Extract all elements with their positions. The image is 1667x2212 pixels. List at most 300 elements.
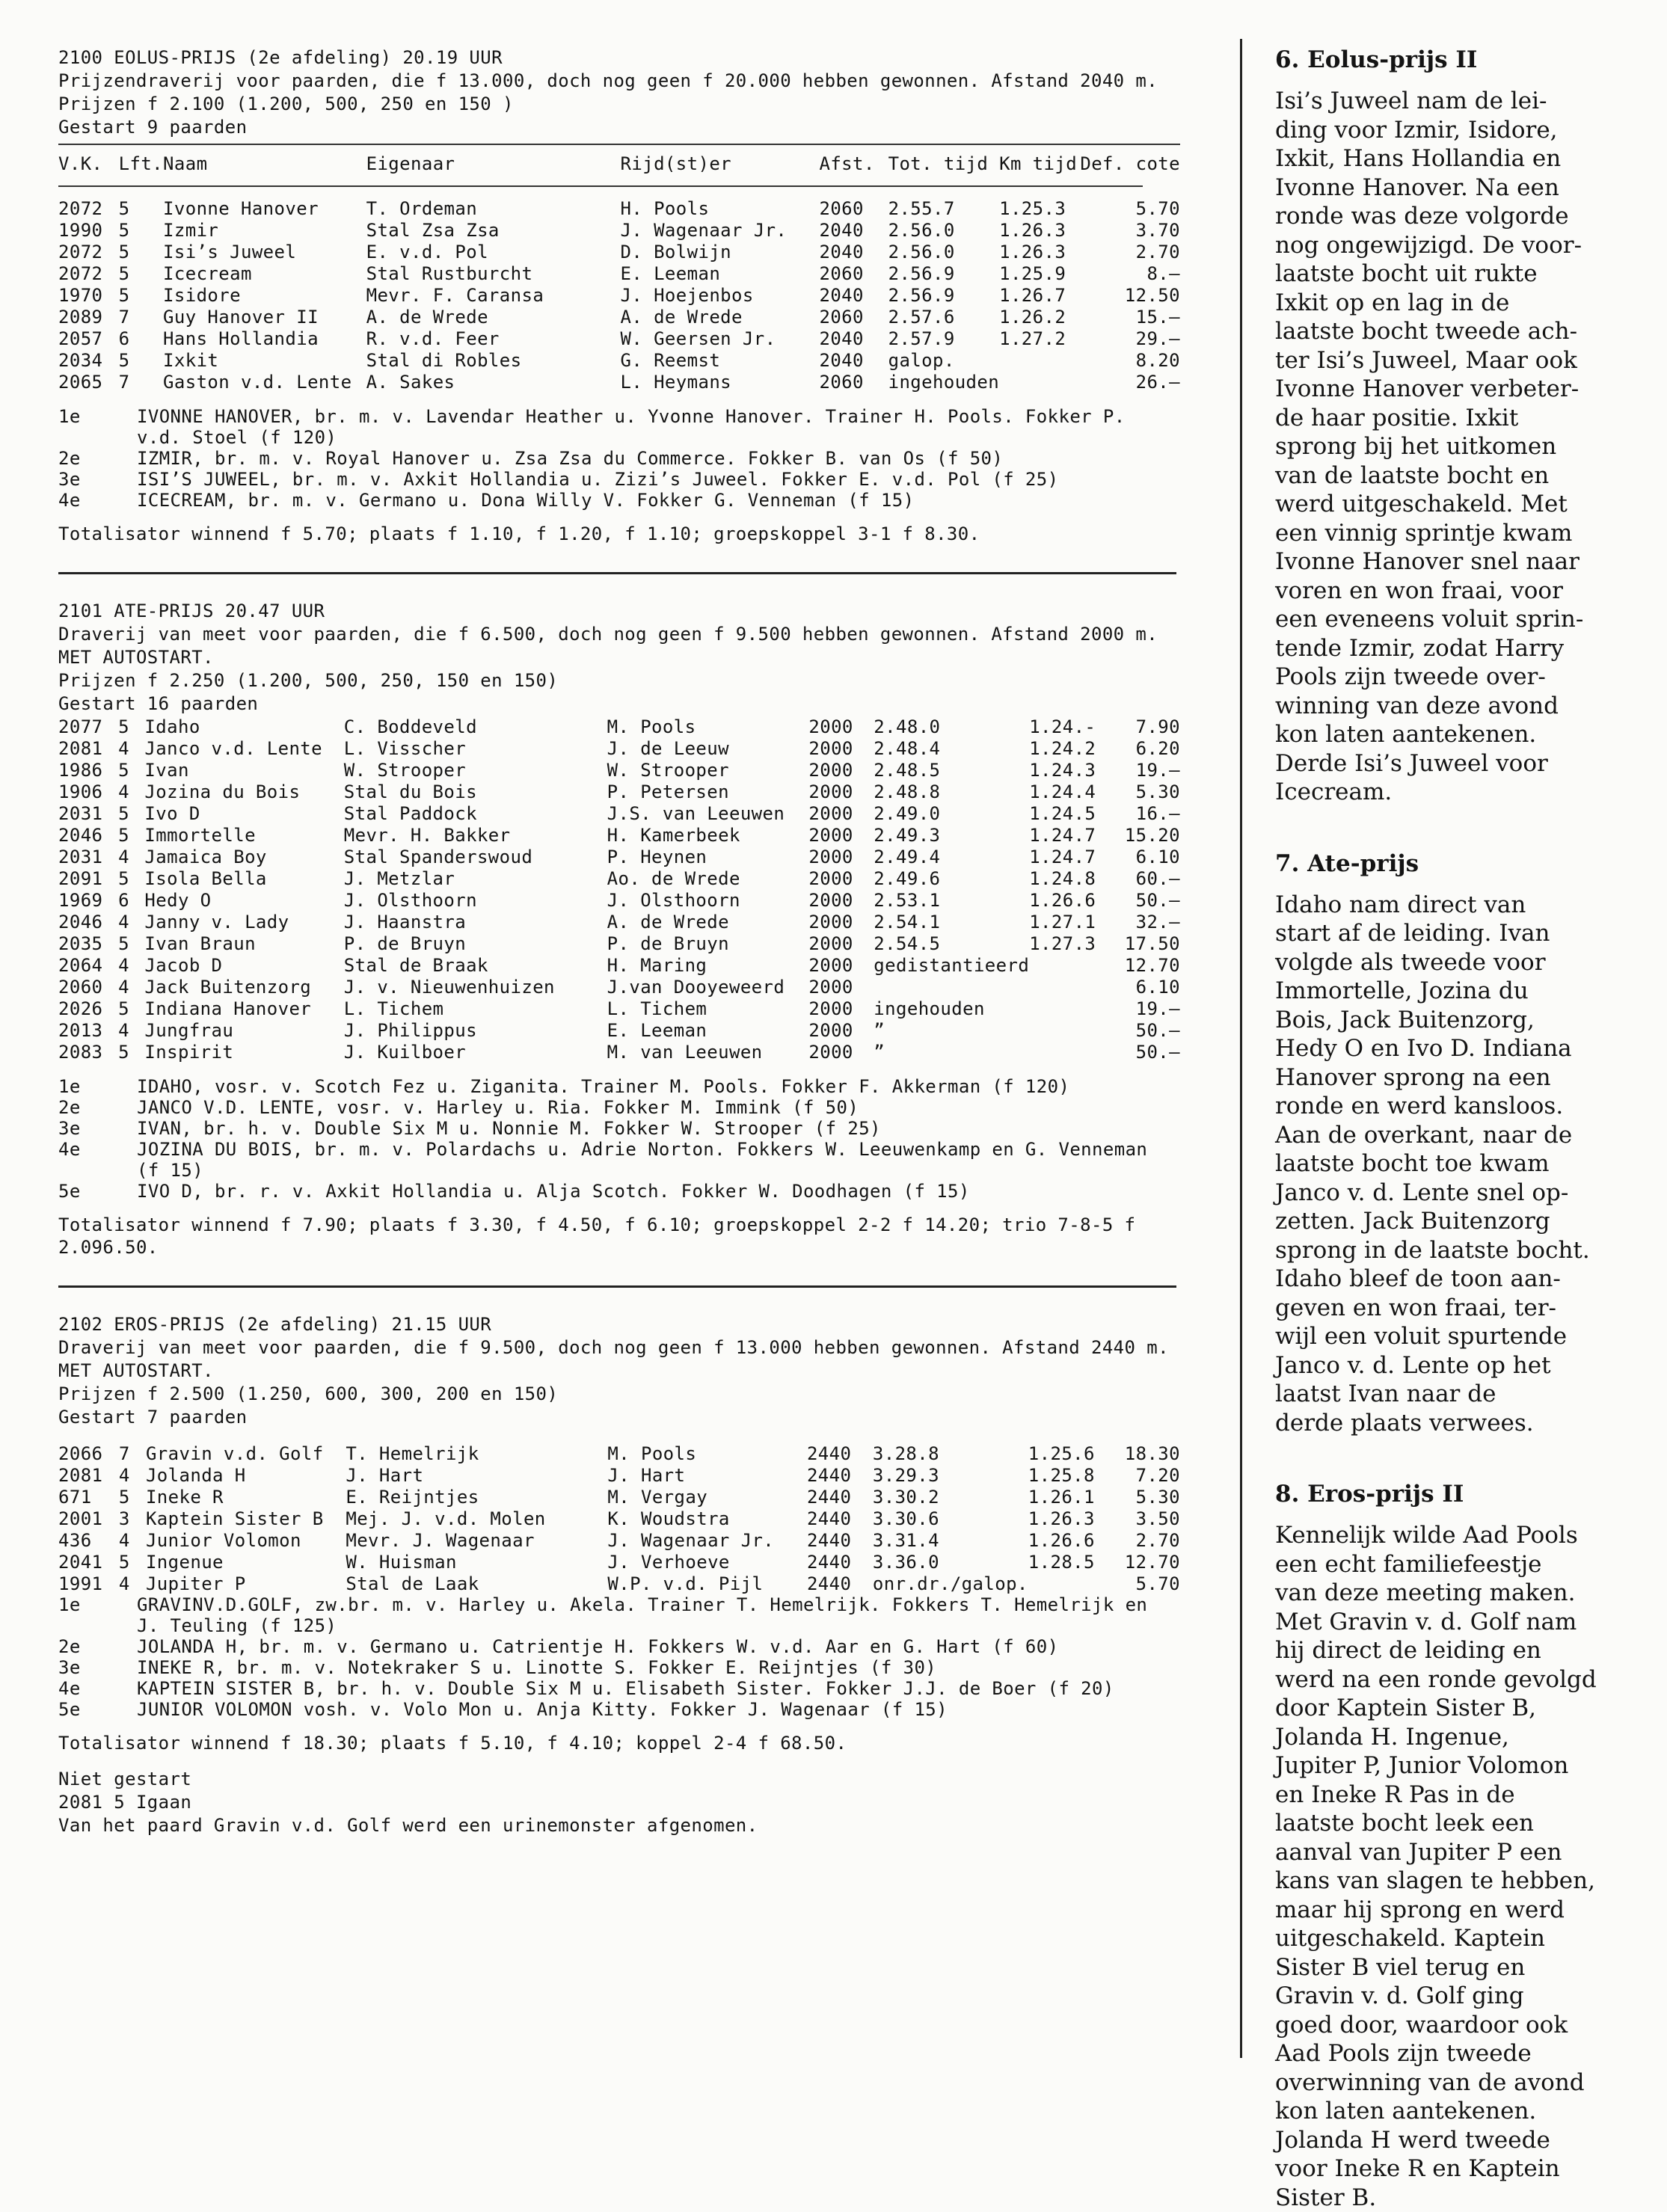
cell-naam: Isi’s Juweel	[163, 242, 297, 262]
cell-eigenaar: Mevr. H. Bakker	[343, 825, 511, 846]
table-row	[58, 933, 1180, 954]
cell-naam: Jolanda H	[145, 1465, 246, 1486]
cell-def-cote: 15.–	[1135, 307, 1180, 328]
cell-km-tijd: 1.26.1	[1028, 1487, 1095, 1508]
placing-position: 4e	[58, 490, 81, 511]
cell-lft: 4	[118, 738, 129, 759]
cell-rijdster: J.S. van Leeuwen	[607, 803, 785, 824]
totalisator: Totalisator winnend f 5.70; plaats f 1.10, f 1.20, f 1.10; groepskoppel 3-1 f 8.30.	[58, 523, 980, 544]
table-row	[58, 911, 1180, 933]
results-table-body	[58, 716, 1180, 1063]
cell-afst: 2000	[808, 760, 853, 781]
cell-afst: 2040	[819, 285, 864, 306]
cell-tot-tijd: 2.54.1	[874, 912, 941, 933]
cell-afst: 2000	[808, 933, 853, 954]
cell-naam: Immortelle	[144, 825, 256, 846]
cell-tot-tijd: 2.57.9	[888, 328, 955, 349]
race-prizes: Prijzen f 2.250 (1.200, 500, 250, 150 en 150)	[58, 670, 559, 691]
placing-text: JANCO V.D. LENTE, vosr. v. Harley u. Ria. Fokker M. Immink (f 50)	[137, 1097, 859, 1118]
table-row	[58, 802, 1180, 824]
cell-def-cote: 5.70	[1135, 198, 1180, 219]
cell-eigenaar: J. Hart	[346, 1465, 424, 1486]
cell-tot-tijd: 2.54.5	[874, 933, 941, 954]
cell-eigenaar: J. v. Nieuwenhuizen	[343, 977, 555, 998]
cell-eigenaar: E. v.d. Pol	[366, 242, 488, 262]
cell-rijdster: Ao. de Wrede	[607, 868, 740, 889]
table-row	[58, 284, 1180, 306]
cell-km-tijd: 1.27.1	[1029, 912, 1096, 933]
cell-tot-tijd: 2.56.0	[888, 220, 955, 241]
cell-lft: 6	[118, 328, 130, 349]
placing-text: ISI’S JUWEEL, br. m. v. Axkit Hollandia u. Zizi’s Juweel. Fokker E. v.d. Pol (f 25)	[137, 469, 1059, 490]
cell-lft: 6	[118, 890, 129, 911]
placing-item	[58, 1594, 1180, 1636]
cell-afst: 2000	[808, 890, 853, 911]
cell-eigenaar: J. Kuilboer	[343, 1042, 467, 1063]
table-row	[58, 1019, 1180, 1041]
cell-tot-tijd: onr.dr./galop.	[872, 1573, 1028, 1594]
cell-rijdster: J. Hoejenbos	[620, 285, 754, 306]
cell-lft: 5	[118, 933, 129, 954]
cell-eigenaar: Stal Spanderswoud	[343, 847, 533, 867]
cell-def-cote: 19.–	[1135, 760, 1180, 781]
cell-def-cote: 7.90	[1135, 716, 1180, 737]
totalisator: Totalisator winnend f 7.90; plaats f 3.30, f 4.50, f 6.10; groepskoppel 2-2 f 14.20; trio 7-8-5 f 2.096.50.	[58, 1214, 1136, 1258]
placing-position: 1e	[58, 406, 81, 427]
cell-afst: 2000	[808, 955, 853, 976]
cell-lft: 5	[118, 263, 130, 284]
cell-naam: Janny v. Lady	[144, 912, 289, 933]
column-divider	[1240, 39, 1242, 2058]
race-description: Draverij van meet voor paarden, die f 9.500, doch nog geen f 13.000 hebben gewonnen. Afstand 2440 m. MET AUTOSTART.	[58, 1337, 1169, 1381]
cell-afst: 2000	[808, 912, 853, 933]
cell-km-tijd: 1.26.6	[1029, 890, 1096, 911]
placing-position: 2e	[58, 448, 81, 469]
cell-km-tijd: 1.28.5	[1028, 1552, 1095, 1573]
cell-lft: 4	[118, 781, 129, 802]
cell-rijdster: J. Hart	[607, 1465, 686, 1486]
cell-km-tijd: 1.24.-	[1029, 716, 1096, 737]
cell-naam: Jungfrau	[144, 1020, 234, 1041]
cell-tot-tijd: 2.55.7	[888, 198, 955, 219]
cell-afst: 2060	[819, 198, 864, 219]
cell-afst: 2000	[808, 825, 853, 846]
cell-tot-tijd: 2.48.0	[874, 716, 941, 737]
race-description: Prijzendraverij voor paarden, die f 13.000, doch nog geen f 20.000 hebben gewonnen. Afstand 2040 m.	[58, 70, 1158, 91]
cell-vk: 436	[58, 1530, 92, 1551]
race-started: Gestart 9 paarden	[58, 117, 248, 138]
placing-text: ICECREAM, br. m. v. Germano u. Dona Willy V. Fokker G. Venneman (f 15)	[137, 490, 915, 511]
placing-text: JOLANDA H, br. m. v. Germano u. Catrientje H. Fokkers W. v.d. Aar en G. Hart (f 60)	[137, 1636, 1059, 1657]
cell-eigenaar: Stal Paddock	[343, 803, 477, 824]
placings-list	[58, 1594, 1180, 1720]
cell-km-tijd	[999, 349, 1080, 371]
race-description: Draverij van meet voor paarden, die f 6.500, doch nog geen f 9.500 hebben gewonnen. Afstand 2000 m. MET AUTOSTART.	[58, 624, 1158, 668]
cell-lft: 5	[118, 242, 130, 262]
table-row	[58, 1464, 1180, 1486]
col-afst: Afst.	[819, 153, 875, 174]
cell-naam: Junior Volomon	[145, 1530, 301, 1551]
cell-tot-tijd: ”	[874, 1042, 885, 1063]
cell-lft: 5	[118, 1487, 130, 1508]
cell-km-tijd: 1.26.7	[999, 285, 1066, 306]
cell-lft: 5	[118, 198, 130, 219]
cell-tot-tijd: 2.48.8	[874, 781, 941, 802]
cell-tot-tijd: 2.49.3	[874, 825, 941, 846]
cell-rijdster: E. Leeman	[620, 263, 721, 284]
report-title: 6. Eolus-prijs II	[1275, 46, 1478, 73]
col-tot-tijd: Tot. tijd	[888, 153, 989, 174]
cell-vk: 2060	[58, 977, 103, 998]
cell-rijdster: P. Heynen	[607, 847, 707, 867]
cell-afst: 2060	[819, 372, 864, 393]
cell-vk: 2072	[58, 198, 103, 219]
col-rijdster: Rijd(st)er	[620, 153, 732, 174]
cell-def-cote: 50.–	[1135, 1042, 1180, 1063]
cell-eigenaar: T. Ordeman	[366, 198, 478, 219]
placing-position: 4e	[58, 1678, 81, 1699]
cell-naam: Icecream	[163, 263, 252, 284]
cell-vk: 2081	[58, 1465, 103, 1486]
cell-eigenaar: A. Sakes	[366, 372, 455, 393]
cell-eigenaar: T. Hemelrijk	[346, 1443, 479, 1464]
results-table-body	[58, 197, 1180, 393]
cell-lft: 4	[118, 955, 129, 976]
cell-rijdster: P. Petersen	[607, 781, 729, 802]
cell-vk: 2089	[58, 307, 103, 328]
cell-def-cote: 50.–	[1135, 1020, 1180, 1041]
cell-naam: Jamaica Boy	[144, 847, 267, 867]
results-table	[58, 1443, 1180, 1594]
table-row	[58, 219, 1180, 241]
cell-km-tijd	[1028, 1573, 1106, 1594]
cell-km-tijd: 1.24.7	[1029, 825, 1096, 846]
cell-afst: 2440	[806, 1465, 852, 1486]
report-title: 7. Ate-prijs	[1275, 850, 1419, 877]
cell-km-tijd	[1029, 1041, 1106, 1063]
cell-tot-tijd: 2.49.6	[874, 868, 941, 889]
cell-tot-tijd: 2.48.4	[874, 738, 941, 759]
cell-naam: Kaptein Sister B	[145, 1508, 324, 1529]
cell-tot-tijd: gedistantieerd	[874, 955, 1030, 976]
placing-item	[58, 469, 1180, 490]
table-row	[58, 846, 1180, 867]
cell-lft: 5	[118, 350, 130, 371]
cell-km-tijd	[1029, 998, 1106, 1019]
cell-def-cote: 7.20	[1135, 1465, 1180, 1486]
cell-afst: 2440	[806, 1487, 852, 1508]
cell-vk: 2072	[58, 242, 103, 262]
cell-eigenaar: C. Boddeveld	[343, 716, 477, 737]
cell-eigenaar: L. Visscher	[343, 738, 467, 759]
cell-lft: 5	[118, 825, 129, 846]
placings-list	[58, 406, 1180, 511]
table-row	[58, 306, 1180, 328]
cell-def-cote: 2.70	[1135, 242, 1180, 262]
cell-tot-tijd: 3.31.4	[872, 1530, 939, 1551]
cell-def-cote: 17.50	[1124, 933, 1180, 954]
cell-vk: 2057	[58, 328, 103, 349]
cell-def-cote: 3.70	[1135, 220, 1180, 241]
cell-def-cote: 16.–	[1135, 803, 1180, 824]
placing-position: 3e	[58, 1118, 81, 1139]
cell-afst: 2000	[808, 781, 853, 802]
cell-lft: 7	[118, 1443, 130, 1464]
col-eigenaar: Eigenaar	[366, 153, 455, 174]
race-section-2100	[58, 46, 1180, 545]
placing-item	[58, 1678, 1180, 1699]
table-row	[58, 867, 1180, 889]
cell-km-tijd: 1.24.5	[1029, 803, 1096, 824]
cell-eigenaar: J. Philippus	[343, 1020, 477, 1041]
cell-def-cote: 15.20	[1124, 825, 1180, 846]
placing-item	[58, 1118, 1180, 1139]
cell-afst: 2440	[806, 1573, 852, 1594]
table-row	[58, 781, 1180, 802]
cell-eigenaar: Stal du Bois	[343, 781, 477, 802]
cell-rijdster: D. Bolwijn	[620, 242, 732, 262]
placing-text: IVO D, br. r. v. Axkit Hollandia u. Alja Scotch. Fokker W. Doodhagen (f 15)	[137, 1181, 970, 1202]
placing-text: JOZINA DU BOIS, br. m. v. Polardachs u. Adrie Norton. Fokkers W. Leeuwenkamp en G. Venneman (f 15)	[137, 1139, 1148, 1181]
cell-afst: 2440	[806, 1443, 852, 1464]
cell-naam: Hedy O	[144, 890, 212, 911]
cell-def-cote: 5.30	[1135, 781, 1180, 802]
cell-rijdster: P. de Bruyn	[607, 933, 729, 954]
cell-rijdster: J. de Leeuw	[607, 738, 729, 759]
race-section-2101	[58, 600, 1180, 1259]
cell-afst: 2040	[819, 328, 864, 349]
cell-naam: Jozina du Bois	[144, 781, 301, 802]
cell-vk: 2041	[58, 1552, 103, 1573]
results-table-body	[58, 1443, 1180, 1594]
cell-afst: 2060	[819, 263, 864, 284]
cell-vk: 2013	[58, 1020, 103, 1041]
report-column	[1275, 46, 1653, 2212]
table-row	[58, 1551, 1180, 1573]
cell-eigenaar: R. v.d. Feer	[366, 328, 500, 349]
cell-eigenaar: J. Olsthoorn	[343, 890, 477, 911]
cell-rijdster: E. Leeman	[607, 1020, 707, 1041]
cell-eigenaar: Stal de Braak	[343, 955, 488, 976]
cell-tot-tijd: 2.48.5	[874, 760, 941, 781]
table-row	[58, 976, 1180, 998]
table-row	[58, 1041, 1180, 1063]
cell-tot-tijd: 2.57.6	[888, 307, 955, 328]
race-prizes: Prijzen f 2.500 (1.250, 600, 300, 200 en 150)	[58, 1383, 559, 1404]
placing-position: 1e	[58, 1076, 81, 1097]
placings-list	[58, 1076, 1180, 1202]
cell-tot-tijd: 2.56.9	[888, 263, 955, 284]
cell-afst: 2040	[819, 350, 864, 371]
cell-vk: 2046	[58, 912, 103, 933]
cell-lft: 3	[118, 1508, 130, 1529]
cell-vk: 2035	[58, 933, 103, 954]
placing-text: GRAVINV.D.GOLF, zw.br. m. v. Harley u. Akela. Trainer T. Hemelrijk. Fokkers T. Hemelrijk en J. Teuling (f 125)	[137, 1594, 1148, 1636]
placing-position: 1e	[58, 1594, 81, 1615]
cell-rijdster: J.van Dooyeweerd	[607, 977, 785, 998]
cell-afst: 2000	[808, 868, 853, 889]
col-def-cote: Def. cote	[1080, 153, 1180, 174]
cell-afst: 2060	[819, 307, 864, 328]
cell-naam: Ingenue	[145, 1552, 224, 1573]
cell-vk: 671	[58, 1487, 92, 1508]
cell-vk: 2064	[58, 955, 103, 976]
cell-eigenaar: W. Strooper	[343, 760, 467, 781]
table-head-rule	[58, 185, 1143, 187]
placing-text: IDAHO, vosr. v. Scotch Fez u. Ziganita. Trainer M. Pools. Fokker F. Akkerman (f 120)	[137, 1076, 1070, 1097]
cell-eigenaar: Mej. J. v.d. Molen	[346, 1508, 546, 1529]
cell-vk: 1990	[58, 220, 103, 241]
cell-lft: 5	[118, 220, 130, 241]
report-eros	[1275, 1481, 1653, 2212]
cell-km-tijd	[1029, 954, 1106, 976]
table-row	[58, 1573, 1180, 1594]
header-rule	[58, 144, 1180, 145]
cell-def-cote: 8.–	[1146, 263, 1180, 284]
cell-tot-tijd: ingehouden	[888, 372, 1000, 393]
table-row	[58, 349, 1180, 371]
cell-afst: 2000	[808, 716, 853, 737]
table-row	[58, 716, 1180, 737]
race-note: Van het paard Gravin v.d. Golf werd een urinemonster afgenomen.	[58, 1815, 758, 1836]
cell-afst: 2000	[808, 1020, 853, 1041]
placing-text: IZMIR, br. m. v. Royal Hanover u. Zsa Zsa du Commerce. Fokker B. van Os (f 50)	[137, 448, 1004, 469]
cell-rijdster: H. Kamerbeek	[607, 825, 740, 846]
cell-km-tijd: 1.24.4	[1029, 781, 1096, 802]
table-row	[58, 1508, 1180, 1529]
cell-naam: Isidore	[163, 285, 241, 306]
totalisator: Totalisator winnend f 18.30; plaats f 5.10, f 4.10; koppel 2-4 f 68.50.	[58, 1733, 847, 1754]
cell-def-cote: 8.20	[1135, 350, 1180, 371]
table-row	[58, 1486, 1180, 1508]
cell-km-tijd: 1.26.3	[1028, 1508, 1095, 1529]
report-text: Kennelijk wilde Aad Pools een echt familiefeestje van deze meeting maken. Met Gravin v. d. Golf nam hij direct de leiding en werd na een ronde gevolgd door Kaptein Sister B, Jolanda H. Ingenue, Jupiter P, Junior Volomon en Ineke R Pas in de laatste bocht leek een aanval van Jupiter P een kans van slagen te hebben, maar hij sprong en werd uitgeschakeld. Kaptein Sister B viel terug en Gravin v. d. Golf ging goed door, waardoor ook Aad Pools zijn tweede overwinning van de avond kon laten aantekenen. Jolanda H werd tweede voor Ineke R en Kaptein Sister B.	[1275, 1522, 1597, 2211]
placing-item	[58, 1657, 1180, 1678]
results-table	[58, 151, 1180, 393]
cell-km-tijd: 1.24.3	[1029, 760, 1096, 781]
cell-naam: Ixkit	[163, 350, 219, 371]
cell-km-tijd: 1.24.8	[1029, 868, 1096, 889]
table-row	[58, 197, 1180, 219]
table-row	[58, 889, 1180, 911]
placing-position: 3e	[58, 469, 81, 490]
cell-naam: Inspirit	[144, 1042, 234, 1063]
cell-km-tijd: 1.24.7	[1029, 847, 1096, 867]
cell-lft: 4	[118, 1573, 130, 1594]
cell-naam: Ivan Braun	[144, 933, 256, 954]
cell-rijdster: J. Verhoeve	[607, 1552, 730, 1573]
placing-text: IVAN, br. h. v. Double Six M u. Nonnie M. Fokker W. Strooper (f 25)	[137, 1118, 881, 1139]
cell-def-cote: 3.50	[1135, 1508, 1180, 1529]
cell-def-cote: 50.–	[1135, 890, 1180, 911]
cell-naam: Jupiter P	[145, 1573, 246, 1594]
cell-vk: 2065	[58, 372, 103, 393]
cell-afst: 2040	[819, 242, 864, 262]
cell-tot-tijd: 3.30.6	[872, 1508, 939, 1529]
race-header: 2102 EROS-PRIJS (2e afdeling) 21.15 UUR	[58, 1314, 492, 1335]
cell-naam: Jack Buitenzorg	[144, 977, 312, 998]
cell-tot-tijd: 2.49.0	[874, 803, 941, 824]
cell-def-cote: 18.30	[1124, 1443, 1180, 1464]
cell-rijdster: H. Pools	[620, 198, 710, 219]
cell-naam: Janco v.d. Lente	[144, 738, 323, 759]
cell-rijdster: K. Woudstra	[607, 1508, 730, 1529]
table-row	[58, 824, 1180, 846]
cell-vk: 1969	[58, 890, 103, 911]
placing-text: KAPTEIN SISTER B, br. h. v. Double Six M u. Elisabeth Sister. Fokker J.J. de Boer (f 20)	[137, 1678, 1114, 1699]
cell-lft: 5	[118, 285, 130, 306]
cell-tot-tijd: 2.56.0	[888, 242, 955, 262]
cell-lft: 5	[118, 1552, 130, 1573]
cell-km-tijd: 1.26.2	[999, 307, 1066, 328]
cell-rijdster: A. de Wrede	[620, 307, 743, 328]
cell-rijdster: W. Strooper	[607, 760, 729, 781]
cell-eigenaar: J. Haanstra	[343, 912, 467, 933]
cell-tot-tijd: 3.29.3	[872, 1465, 939, 1486]
cell-def-cote: 2.70	[1135, 1530, 1180, 1551]
not-started-entry: 2081 5 Igaan	[58, 1792, 192, 1813]
cell-naam: Idaho	[144, 716, 200, 737]
cell-km-tijd: 1.26.3	[999, 242, 1066, 262]
race-separator	[58, 572, 1176, 574]
cell-afst: 2000	[808, 803, 853, 824]
cell-def-cote: 6.20	[1135, 738, 1180, 759]
cell-tot-tijd: 2.53.1	[874, 890, 941, 911]
col-km-tijd: Km tijd	[999, 153, 1078, 174]
table-row	[58, 371, 1180, 393]
cell-naam: Gravin v.d. Golf	[145, 1443, 324, 1464]
cell-lft: 5	[118, 716, 129, 737]
table-row	[58, 998, 1180, 1019]
cell-afst: 2440	[806, 1552, 852, 1573]
cell-naam: Jacob D	[144, 955, 223, 976]
cell-rijdster: H. Maring	[607, 955, 707, 976]
cell-naam: Indiana Hanover	[144, 998, 312, 1019]
cell-afst: 2440	[806, 1530, 852, 1551]
cell-eigenaar: P. de Bruyn	[343, 933, 467, 954]
cell-vk: 2091	[58, 868, 103, 889]
cell-lft: 4	[118, 977, 129, 998]
cell-eigenaar: Stal de Laak	[346, 1573, 479, 1594]
cell-def-cote: 32.–	[1135, 912, 1180, 933]
placing-item	[58, 1139, 1180, 1181]
cell-lft: 7	[118, 307, 130, 328]
not-started-label: Niet gestart	[58, 1769, 192, 1789]
cell-lft: 5	[118, 1042, 129, 1063]
cell-afst: 2000	[808, 847, 853, 867]
cell-vk: 2046	[58, 825, 103, 846]
cell-def-cote: 19.–	[1135, 998, 1180, 1019]
cell-eigenaar: Mevr. J. Wagenaar	[346, 1530, 535, 1551]
cell-tot-tijd: 2.49.4	[874, 847, 941, 867]
placing-position: 2e	[58, 1636, 81, 1657]
cell-afst: 2000	[808, 977, 853, 998]
placing-item	[58, 448, 1180, 469]
placing-item	[58, 490, 1180, 511]
cell-naam: Isola Bella	[144, 868, 267, 889]
cell-vk: 1906	[58, 781, 103, 802]
race-header: 2100 EOLUS-PRIJS (2e afdeling) 20.19 UUR	[58, 47, 503, 68]
cell-lft: 7	[118, 372, 130, 393]
results-column	[58, 46, 1180, 1837]
cell-afst: 2040	[819, 220, 864, 241]
cell-lft: 4	[118, 1465, 130, 1486]
cell-rijdster: M. van Leeuwen	[607, 1042, 763, 1063]
cell-km-tijd: 1.24.2	[1029, 738, 1096, 759]
cell-def-cote: 29.–	[1135, 328, 1180, 349]
cell-tot-tijd: ”	[874, 1020, 885, 1041]
cell-naam: Guy Hanover II	[163, 307, 319, 328]
